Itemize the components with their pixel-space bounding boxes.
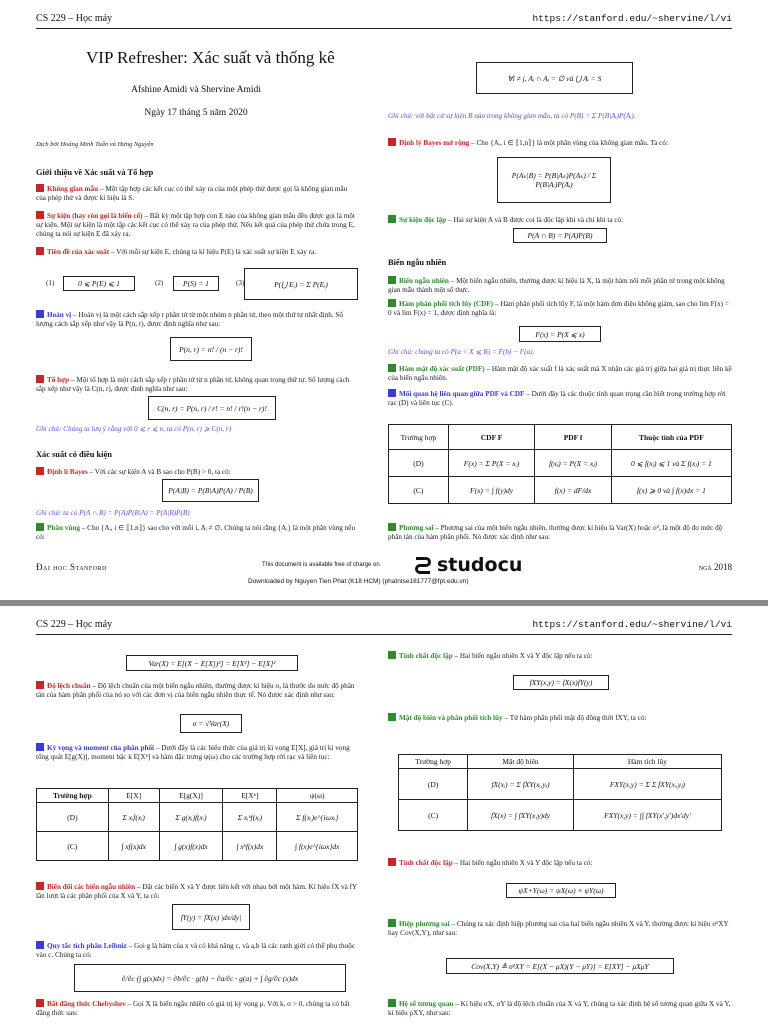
table-cell: (D): [37, 803, 109, 832]
indep-char-formula: ψX+Y(ω) = ψX(ω) × ψY(ω): [506, 883, 616, 898]
axiom-3-formula: P(⋃ Eᵢ) = Σ P(Eᵢ): [244, 268, 358, 300]
table-cell: (D): [389, 450, 449, 477]
permutation-formula: P(n, r) = n! / (n − r)!: [170, 337, 252, 361]
partition-para: Phân vùng – Cho {Aᵢ, i ∈ ⟦1,n⟧} sao cho với mỗi i, Aᵢ ≠ ∅. Chúng ta nói rằng {Aᵢ} là một phân vùng nếu có:: [36, 524, 356, 542]
bullet-icon: [388, 999, 396, 1007]
axiom-2-label: (2): [155, 279, 164, 287]
combination-para: Tổ hợp – Một tổ hợp là một cách sắp xếp r phần tử từ n phần tử, không quan trọng thứ tự. Số lượng cách sắp xếp như vậy là C(n, r), được định nghĩa như sau:: [36, 376, 350, 394]
page-header: [36, 13, 732, 27]
studocu-logo-text: studocu: [437, 554, 523, 576]
table-header-cell: Trường hợp: [399, 755, 468, 769]
footer-availability: This document is available free of charge on: [262, 562, 380, 568]
authors: Afshine Amidi và Shervine Amidi: [131, 85, 261, 95]
bullet-icon: [36, 882, 44, 890]
table-row: [399, 769, 722, 800]
table-header-row: [389, 425, 732, 450]
table-header-cell: E[X]: [108, 789, 159, 803]
table-header-cell: Mật độ biên: [468, 755, 574, 769]
translators: Dịch bởi Hoàng Minh Tuấn và Hưng Nguyễn: [36, 141, 154, 148]
bullet-icon: [388, 364, 396, 372]
table-header-cell: Hàm tích lũy: [573, 755, 721, 769]
marginal-table: [398, 754, 722, 831]
ext-bayes-para: Định lý Bayes mở rộng – Cho {Aᵢ, i ∈ ⟦1,n⟧} là một phân vùng của không gian mẫu. Ta có:: [388, 138, 732, 148]
bullet-icon: [388, 858, 396, 866]
table-cell: ∫ xf(x)dx: [108, 832, 159, 861]
studocu-logo[interactable]: [412, 554, 522, 576]
bullet-icon: [36, 999, 44, 1007]
axioms-para: Tiên đề của xác suất – Với mỗi sự kiện E, chúng ta kí hiệu P(E) là xác suất sự kiện E xảy ra.: [36, 247, 358, 257]
axiom-3-label: (3): [236, 279, 245, 287]
pdf-cdf-relation-para: Mối quan hệ liên quan giữa PDF và CDF – Dưới đây là các thuộc tính quan trọng cần biết trong trường hợp rời rạc (D) và liên tục (C).: [388, 390, 726, 408]
date: Ngày 17 tháng 5 năm 2020: [144, 108, 248, 118]
bullet-icon: [388, 215, 396, 223]
document-page-2: [0, 606, 768, 1024]
table-cell: (C): [399, 800, 468, 831]
bullet-icon: [388, 138, 396, 146]
table-cell: (C): [37, 832, 109, 861]
pdf-cdf-table: [388, 424, 732, 504]
event-para: Sự kiện (hay còn gọi là biến cố) – Bất kỳ một tập hợp con E nào của không gian mẫu đều được gọi là một sự kiện. Một sự kiện là một tập các kết cục có thể xảy ra của phép thử. Nếu kết quả của phép thử chứa trong E, chúng ta nói sự kiện E đã xảy ra.: [36, 212, 355, 239]
std-dev-formula: σ = √Var(X): [180, 714, 242, 733]
table-cell: fX(x) = ∫ fXY(x,y)dy: [468, 800, 574, 831]
table-header-row: [399, 755, 722, 769]
expectation-para: Kỳ vọng và moment của phân phối – Dưới đây là các biểu thức của giá trị kì vọng E[X], giá trị kì vọng tổng quát E[g(X)], moment bậc k E[Xᵏ] và hàm đặc trưng ψ(ω) cho các trường hợp rời rạc và liên tục:: [36, 744, 350, 762]
footer-university: Đại học Stanford: [36, 562, 107, 572]
partition-formula: ∀i ≠ j, Aᵢ ∩ Aⱼ = ∅ và ⋃ Aᵢ = S: [476, 62, 633, 94]
leibniz-formula: ∂/∂c (∫ g(x)dx) = ∂b/∂c · g(b) − ∂a/∂c · g(a) + ∫ ∂g/∂c (x)dx: [74, 964, 346, 992]
bullet-icon: [388, 919, 396, 927]
table-header-cell: PDF f: [535, 425, 612, 450]
expectation-table: [36, 788, 358, 861]
table-cell: Σ f(xᵢ)e^{iωxᵢ}: [277, 803, 358, 832]
table-cell: Σ g(xᵢ)f(xᵢ): [159, 803, 223, 832]
table-cell: Σ xᵢf(xᵢ): [108, 803, 159, 832]
bullet-icon: [388, 651, 396, 659]
bullet-icon: [388, 389, 396, 397]
variance-formula: Var(X) = E[(X − E[X])²] = E[X²] − E[X]²: [126, 655, 298, 671]
table-cell: f(x) ⩾ 0 và ∫ f(x)dx = 1: [611, 477, 731, 504]
random-variable-para: Biến ngẫu nhiên – Một biến ngẫu nhiên, thường được kí hiệu là X, là một hàm nối mỗi phần tử trong một không gian mẫu thành một số thực.: [388, 277, 725, 295]
leibniz-para: Quy tắc tích phân Leibniz – Gọi g là hàm của x và có khả năng c, và a,b là các ranh giới có thể phụ thuộc vào c. Chúng ta có:: [36, 942, 356, 960]
header-url[interactable]: https://stanford.edu/~shervine/l/vi: [532, 13, 732, 24]
bayes-para: Định lí Bayes – Với các sự kiện A và B sao cho P(B) > 0, ta có:: [36, 467, 358, 477]
table-cell: (C): [389, 477, 449, 504]
bullet-icon: [388, 523, 396, 531]
pdf-para: Hàm mật độ xác suất (PDF) – Hàm mật độ xác suất f là xác suất mà X nhận các giá trị giữa hai giá trị thực liền kề của biến ngẫu nhiên.: [388, 365, 732, 383]
bullet-icon: [36, 941, 44, 949]
indep-char-para: Tính chất độc lập – Hai biến ngẫu nhiên X và Y độc lập nếu ta có:: [388, 858, 732, 868]
transform-formula: fY(y) = fX(x) |dx/dy|: [172, 904, 250, 930]
header-course: CS 229 – Học máy: [36, 13, 113, 24]
table-cell: ∫ g(x)f(x)dx: [159, 832, 223, 861]
bullet-icon: [388, 299, 396, 307]
table-row: [389, 477, 732, 504]
page-header: [36, 619, 732, 633]
table-cell: Σ xᵢᵏf(xᵢ): [223, 803, 277, 832]
header-rule: [36, 634, 732, 635]
bullet-icon: [36, 467, 44, 475]
table-row: [399, 800, 722, 831]
table-header-cell: CDF F: [448, 425, 534, 450]
table-row: [37, 832, 358, 861]
header-course: CS 229 – Học máy: [36, 619, 113, 630]
covariance-formula: Cov(X,Y) ≜ σ²XY = E[(X − μX)(Y − μY)] = E[XY] − μXμY: [446, 958, 674, 974]
partition-note: Ghi chú: với bất cứ sự kiện B nào trong không gian mẫu, ta có P(B) = Σ P(B|Aᵢ)P(Aᵢ).: [388, 112, 636, 120]
bullet-icon: [388, 713, 396, 721]
axiom-2-formula: P(S) = 1: [173, 276, 219, 291]
cdf-formula: F(x) = P(X ⩽ x): [519, 326, 601, 342]
page-title: VIP Refresher: Xác suất và thống kê: [86, 48, 335, 67]
bullet-icon: [36, 211, 44, 219]
chebyshev-para: Bất đẳng thức Chebyshev – Gọi X là biến ngẫu nhiên có giá trị kỳ vọng μ. Với k, σ > 0, chúng ta có bất đẳng thức sau:: [36, 1000, 350, 1018]
table-row: [37, 803, 358, 832]
cdf-para: Hàm phân phối tích lũy (CDF) – Hàm phân phối tích lũy F, là một hàm đơn điệu không giảm, sao cho lim F(x) = 0 và lim F(x) = 1, được định nghĩa là:: [388, 300, 729, 318]
header-rule: [36, 28, 732, 29]
table-cell: ∫ f(x)e^{iωx}dx: [277, 832, 358, 861]
marginal-para: Mật độ biên và phân phối tích lũy – Từ hàm phân phối mật độ đồng thời fXY, ta có:: [388, 713, 732, 723]
independence-formula: P(A ∩ B) = P(A)P(B): [513, 228, 607, 243]
correlation-para: Hệ số tương quan – Kí hiệu σX, σY là độ lệch chuẩn của X và Y, chúng ta xác định hệ số tương quan giữa X và Y, kí hiệu ρXY, như sau:: [388, 1000, 731, 1018]
independence-para: Sự kiện độc lập – Hai sự kiện A và B được coi là độc lập khi và chỉ khi ta có:: [388, 215, 732, 225]
table-header-cell: Thuộc tính của PDF: [611, 425, 731, 450]
table-cell: f(xⱼ) = P(X = xⱼ): [535, 450, 612, 477]
bullet-icon: [36, 310, 44, 318]
header-url[interactable]: https://stanford.edu/~shervine/l/vi: [532, 619, 732, 630]
table-header-cell: E[g(X)]: [159, 789, 223, 803]
table-cell: ∫ xᵏf(x)dx: [223, 832, 277, 861]
std-dev-para: Độ lệch chuẩn – Độ lệch chuẩn của một biến ngẫu nhiên, thường được kí hiệu σ, là thước đo mức độ phân tán của hàm phân phối của nó so với các đơn vị của biến ngẫu nhiên thực tế. Nó được xác định như sau:: [36, 682, 355, 700]
table-header-row: [37, 789, 358, 803]
bayes-note: Ghi chú: ta có P(A ∩ B) = P(A)P(B|A) = P(A|B)P(B): [36, 509, 190, 517]
table-header-cell: E[Xᵏ]: [223, 789, 277, 803]
bullet-icon: [36, 184, 44, 192]
variance-para: Phương sai – Phương sai của một biến ngẫu nhiên, thường được kí hiệu là Var(X) hoặc σ², là một độ đo mức độ phân tán của hàm phân phối. Nó được xác định như sau:: [388, 524, 723, 542]
cdf-note: Ghi chú: chúng ta có P(a < X ⩽ B) = F(b) − F(a).: [388, 348, 535, 356]
bullet-icon: [36, 523, 44, 531]
axiom-1-label: (1): [46, 279, 55, 287]
table-cell: FXY(x,y) = ∫∫ fXY(x',y')dx'dy': [573, 800, 721, 831]
bullet-icon: [36, 375, 44, 383]
indep-rv-para: Tính chất độc lập – Hai biến ngẫu nhiên X và Y độc lập nếu ta có:: [388, 651, 732, 661]
table-header-cell: ψ(ω): [277, 789, 358, 803]
table-row: [389, 450, 732, 477]
covariance-para: Hiệp phương sai – Chúng ta xác định hiệp phương sai của hai biến ngẫu nhiên X và Y, thường được kí hiệu σ²XY hay Cov(X,Y), như sau:: [388, 920, 729, 938]
bullet-icon: [36, 681, 44, 689]
page-footer: [36, 554, 732, 600]
indep-rv-formula: fXY(x,y) = fX(x)fY(y): [513, 675, 609, 690]
footer-right: ngã 2018: [698, 562, 732, 572]
table-cell: 0 ⩽ f(xⱼ) ⩽ 1 và Σ f(xⱼ) = 1: [611, 450, 731, 477]
bayes-formula: P(A|B) = P(B|A)P(A) / P(B): [162, 479, 259, 502]
axiom-1-formula: 0 ⩽ P(E) ⩽ 1: [63, 276, 135, 291]
bullet-icon: [388, 276, 396, 284]
combination-note: Ghi chú: Chúng ta lưu ý rằng với 0 ⩽ r ⩽ n, ta có P(n, r) ⩾ C(n, r): [36, 425, 232, 433]
section-intro: Giới thiệu về Xác suất và Tổ hợp: [36, 168, 154, 177]
section-conditional: Xác suất có điều kiện: [36, 450, 112, 459]
ext-bayes-formula: P(Aₖ|B) = P(B|Aₖ)P(Aₖ) / Σ P(B|Aᵢ)P(Aᵢ): [497, 157, 611, 203]
table-cell: F(x) = Σ P(X = xᵢ): [448, 450, 534, 477]
studocu-logo-icon: [412, 554, 434, 576]
table-header-cell: Trường hợp: [37, 789, 109, 803]
table-cell: f(x) = dF/dx: [535, 477, 612, 504]
table-cell: fX(xᵢ) = Σ fXY(xᵢ,yⱼ): [468, 769, 574, 800]
table-cell: FXY(x,y) = Σ Σ fXY(xᵢ,yⱼ): [573, 769, 721, 800]
sample-space-para: Không gian mẫu – Một tập hợp các kết cục có thể xảy ra của một phép thử được gọi là không gian mẫu của phép thử và được kí hiệu là S.: [36, 185, 348, 203]
transform-para: Biến đổi các biến ngẫu nhiên – Đặt các biến X và Y được liên kết với nhau bởi một hàm. Kí hiệu fX và fY lần lượt là các phân phối của X và Y, ta có:: [36, 883, 357, 901]
table-header-cell: Trường hợp: [389, 425, 449, 450]
footer-download-info: Downloaded by Nguyen Tien Phat (K18 HCM) (phatntse181777@fpt.edu.vn): [248, 578, 469, 585]
permutation-para: Hoán vị – Hoán vị là một cách sắp xếp r phần tử từ một nhóm n phần tử, theo một thứ tự nhất định. Số lượng cách sắp xếp như vậy là P(n, r), được định nghĩa như sau:: [36, 311, 343, 329]
combination-formula: C(n, r) = P(n, r) / r! = n! / r!(n − r)!: [148, 396, 276, 420]
table-cell: (D): [399, 769, 468, 800]
section-random-variables: Biến ngẫu nhiên: [388, 258, 447, 267]
bullet-icon: [36, 743, 44, 751]
bullet-icon: [36, 247, 44, 255]
table-cell: F(x) = ∫ f(y)dy: [448, 477, 534, 504]
